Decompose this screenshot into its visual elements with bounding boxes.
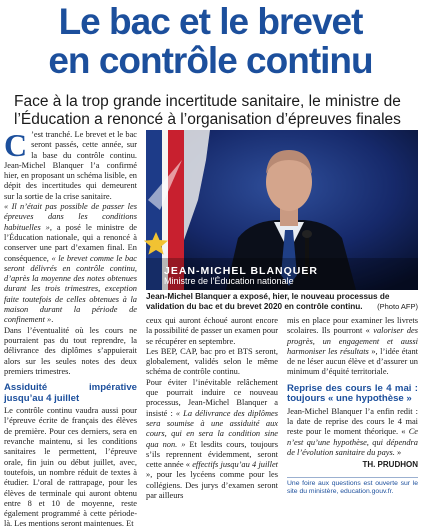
photo-overlay-title: Ministre de l’Éducation nationale — [164, 276, 294, 286]
quote: effectifs jusqu’au 4 juillet — [192, 460, 278, 470]
photo-overlay-name: JEAN-MICHEL BLANQUER — [164, 265, 318, 277]
paragraph-9: Jean-Michel Blanquer l’a enfin redit : la date de reprise des cours le 4 mai reste pour le moment théorique. « Ce n’est qu’une hypothèse, qui dépendra de l’évolution sanitaire du pays. » — [287, 406, 418, 457]
paragraph-8: mis en place pour examiner les livrets scolaires. Ils pourront « valoriser des progrès, un engagement et aussi harmoniser les résultats », l’idée étant de ne léser aucun élève et d’assurer un minimum d’équité territoriale. — [287, 316, 418, 377]
subheading-reprise: Reprise des cours le 4 mai : toujours « une hypothèse » — [287, 382, 418, 405]
photo — [146, 130, 418, 290]
quote: « Il n’était pas possible de passer les épreuves dans les conditions habituelles » — [4, 202, 137, 232]
kicker: Face à la trop grande incertitude sanitaire, le ministre de l’Éducation a renoncé à l’organisation d’épreuves finales — [14, 93, 401, 128]
quote: « La délivrance des diplômes sera soumise à une assiduité aux cours, qui en sera la condition sine qua non. » — [146, 408, 278, 449]
article-column-1 — [4, 127, 137, 530]
paragraph-3: Dans l’éventualité où les cours ne pourraient pas du tout reprendre, la délivrance des diplômes s’appuierait alors sur les seules notes des deux premiers trimestres. — [4, 325, 137, 376]
quote: Ce n’est qu’une hypothèse, qui dépendra de l’évolution sanitaire du pays. — [287, 427, 418, 457]
paragraph-1: C ’est tranché. Le brevet et le bac seront passés, cette année, sur la base du contrôle continu. Jean-Michel Blanquer l’a confirmé hier, en proposant un schéma lisible, en dépit des incertitudes qui demeurent sur la sortie de la crise sanitaire. — [4, 127, 137, 201]
photo-credit: (Photo AFP) — [377, 302, 418, 311]
photo-name-overlay — [164, 266, 404, 286]
paragraph-6: Les BEP, CAP, bac pro et BTS seront, globalement, validés selon le même schéma de contrôle continu. — [146, 346, 278, 377]
faq-note: Une foire aux questions est ouverte sur le site du ministère, education.gouv.fr. — [287, 477, 418, 496]
dropcap: C — [4, 127, 28, 163]
headline-line-2: en contrôle continu — [48, 40, 373, 81]
quote: « le brevet comme le bac seront délivrés en contrôle continu, d’après la moyenne des notes obtenues durant les trois trimestres, exception faite toutefois de celles obtenues à la maison durant la période de confinement » — [4, 253, 137, 325]
headline-line-1: Le bac et le brevet — [58, 1, 363, 42]
photo-caption: Jean-Michel Blanquer a exposé, hier, le nouveau processus de validation du bac et du brevet 2020 en contrôle continu. (Photo AFP) — [146, 292, 418, 311]
subheading-assiduite: Assiduité impérative jusqu’au 4 juillet — [4, 382, 137, 404]
headline — [0, 2, 421, 80]
author-signature: TH. PRUDHON — [362, 460, 418, 470]
paragraph-5: ceux qui auront échoué auront encore la possibilité de passer un examen pour se récupérer en septembre. — [146, 316, 278, 346]
paragraph-7: Pour éviter l’inévitable relâchement que pourrait induire ce nouveau processus, Jean-Michel Blanquer a insisté : « La délivrance des diplômes sera soumise à une assiduité aux cours, qui en sera la condition sine qua non. » Et lesdits cours, toujours s’ils reprennent évidemment, seront cette année « effectifs jusqu’au 4 juillet », pour les lycéens comme pour les collégiens. Des jurys d’examen seront par ailleurs — [146, 377, 278, 501]
article-column-2 — [146, 316, 278, 501]
article-column-3 — [287, 316, 418, 496]
quote: valoriser des progrès, un engagement et aussi harmoniser les résultats — [287, 326, 418, 356]
paragraph-2: « Il n’était pas possible de passer les épreuves dans les conditions habituelles », a posé le ministre de l’Éducation nationale, qui a renoncé à conserver une part d’examen final. En conséquence, « le brevet comme le bac seront délivrés en contrôle continu, d’après la moyenne des notes obtenues durant les trois trimestres, exception faite toutefois de celles obtenues à la maison durant la période de confinement ». — [4, 202, 137, 325]
paragraph-4: Le contrôle continu vaudra aussi pour l’épreuve écrite de français des élèves de première. Pour ces derniers, sera en revanche maintenu, si les conditions sanitaires le permettent, l’épreuve orale, fin juin ou début juillet, avec, toutefois, un nombre réduit de textes à étudier. L’oral de rattrapage, pour les élèves de terminale qui auront obtenu entre 8 et 10 de moyenne, reste également programmé à cette période-là. Les mentions seront maintenues. Et — [4, 406, 137, 529]
